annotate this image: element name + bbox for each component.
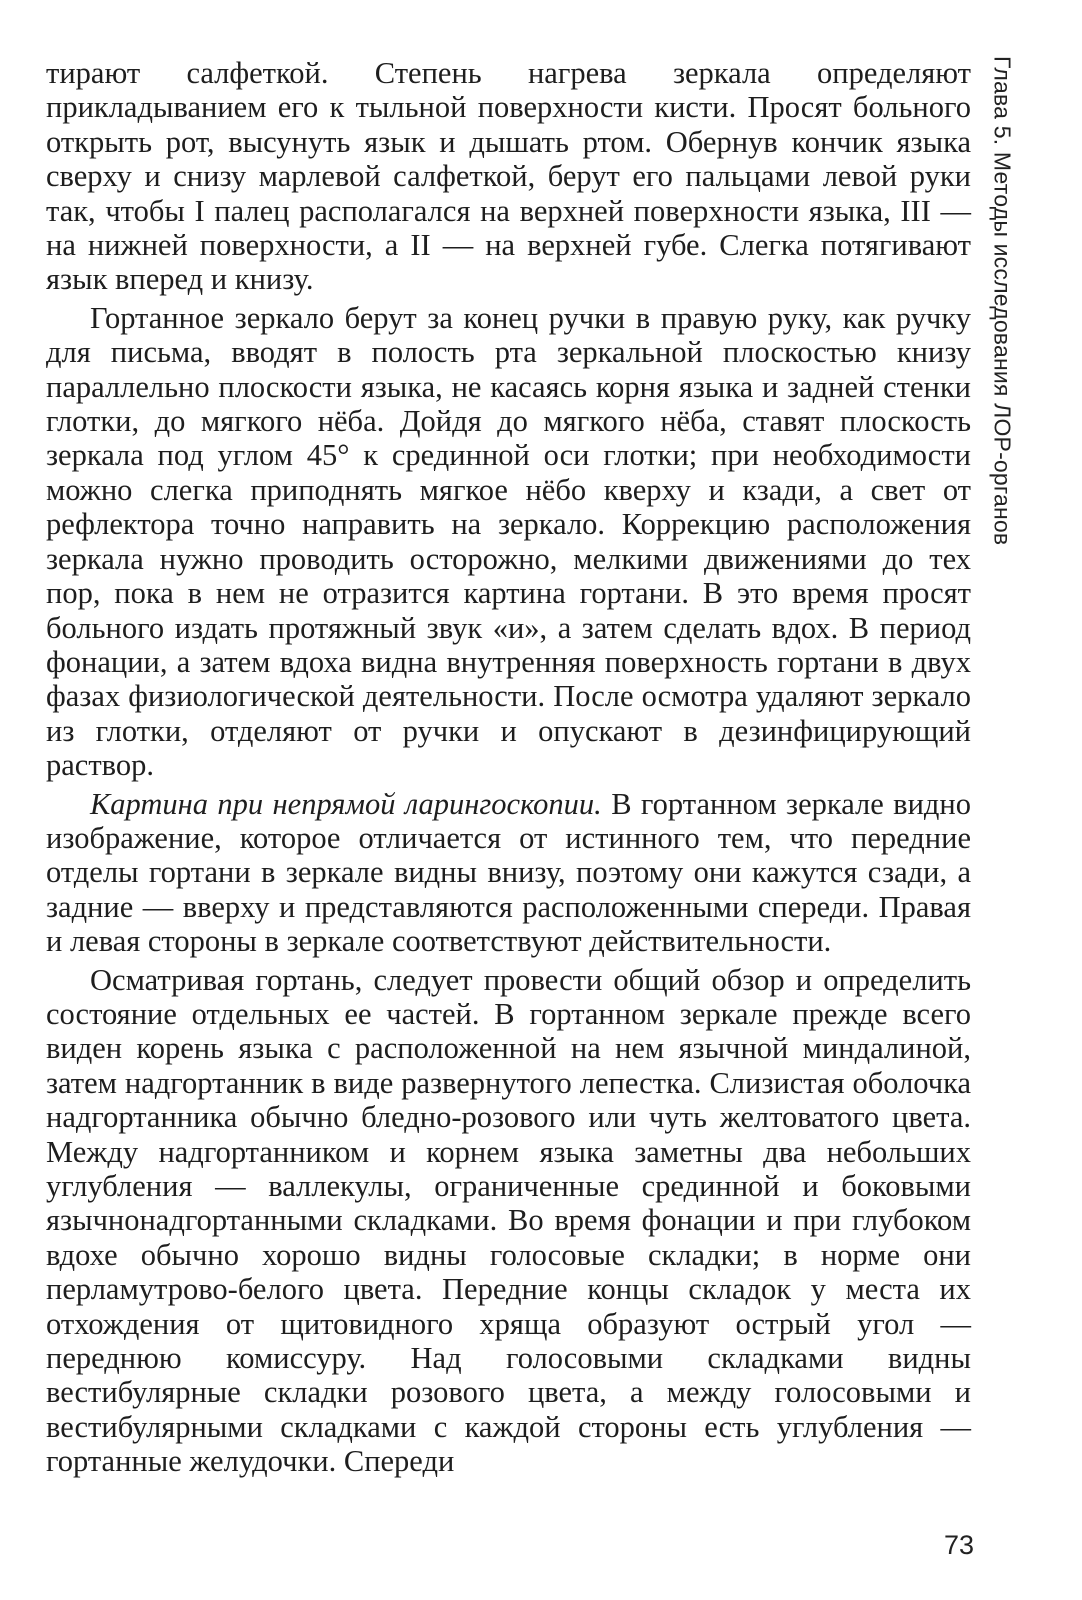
paragraph-3-text: В гортанном зеркале видно изображение, которое отличается от истинного тем, что передние отделы гортани в зеркале видны внизу, поэтому они кажутся сзади, а задние — вверху и представляются расположенными спереди. Правая и левая стороны в зеркале соответствуют действительности. bbox=[46, 786, 971, 959]
paragraph-3 bbox=[46, 787, 971, 959]
page-body bbox=[46, 56, 971, 1536]
running-header bbox=[980, 56, 1024, 596]
run-in-heading: Картина при непрямой ларингоскопии. bbox=[90, 786, 602, 821]
paragraph-4: Осматривая гортань, следует провести общий обзор и определить состояние отдельных ее частей. В гортанном зеркале прежде всего виден корень языка с расположенной на нем язычной миндалиной, затем надгортанник в виде развернутого лепестка. Слизистая оболочка надгортанника обычно бледно-розового или чуть желтоватого цвета. Между надгортанником и корнем языка заметны два небольших углубления — валлекулы, ограниченные срединной и боковыми язычнонадгортанными складками. Во время фонации и при глубоком вдохе обычно хорошо видны голосовые складки; в норме они перламутрово-белого цвета. Передние концы складок у места их отхождения от щитовидного хряща образуют острый угол — переднюю комиссуру. Над голосовыми складками видны вестибулярные складки розового цвета, а между голосовыми и вестибулярными складками с каждой стороны есть углубления — гортанные желудочки. Спереди bbox=[46, 962, 971, 1479]
running-header-text: Глава 5. Методы исследования ЛОР-органов bbox=[989, 56, 1016, 546]
paragraph-1: тирают салфеткой. Степень нагрева зеркала определяют прикладыванием его к тыльной поверхности кисти. Просят больного открыть рот, высунуть язык и дышать ртом. Обернув кончик языка сверху и снизу марлевой салфеткой, берут его пальцами левой руки так, чтобы I палец располагался на верхней поверхности языка, III — на нижней поверхности, а II — на верхней губе. Слегка потягивают язык вперед и книзу. bbox=[46, 56, 971, 297]
paragraph-2: Гортанное зеркало берут за конец ручки в правую руку, как ручку для письма, вводят в полость рта зеркальной плоскостью книзу параллельно плоскости языка, не касаясь корня языка и задней стенки глотки, до мягкого нёба. Дойдя до мягкого нёба, ставят плоскость зеркала под углом 45° к срединной оси глотки; при необходимости можно слегка приподнять мягкое нёбо кверху и кзади, а свет от рефлектора точно направить на зеркало. Коррекцию расположения зеркала нужно проводить осторожно, мелкими движениями до тех пор, пока в нем не отразится картина гортани. В это время просят больного издать протяжный звук «и», а затем сделать вдох. В период фонации, а затем вдоха видна внутренняя поверхность гортани в двух фазах физиологической деятельности. После осмотра удаляют зеркало из глотки, отделяют от ручки и опускают в дезинфицирующий раствор. bbox=[46, 300, 971, 783]
page-number: 73 bbox=[943, 1530, 974, 1560]
